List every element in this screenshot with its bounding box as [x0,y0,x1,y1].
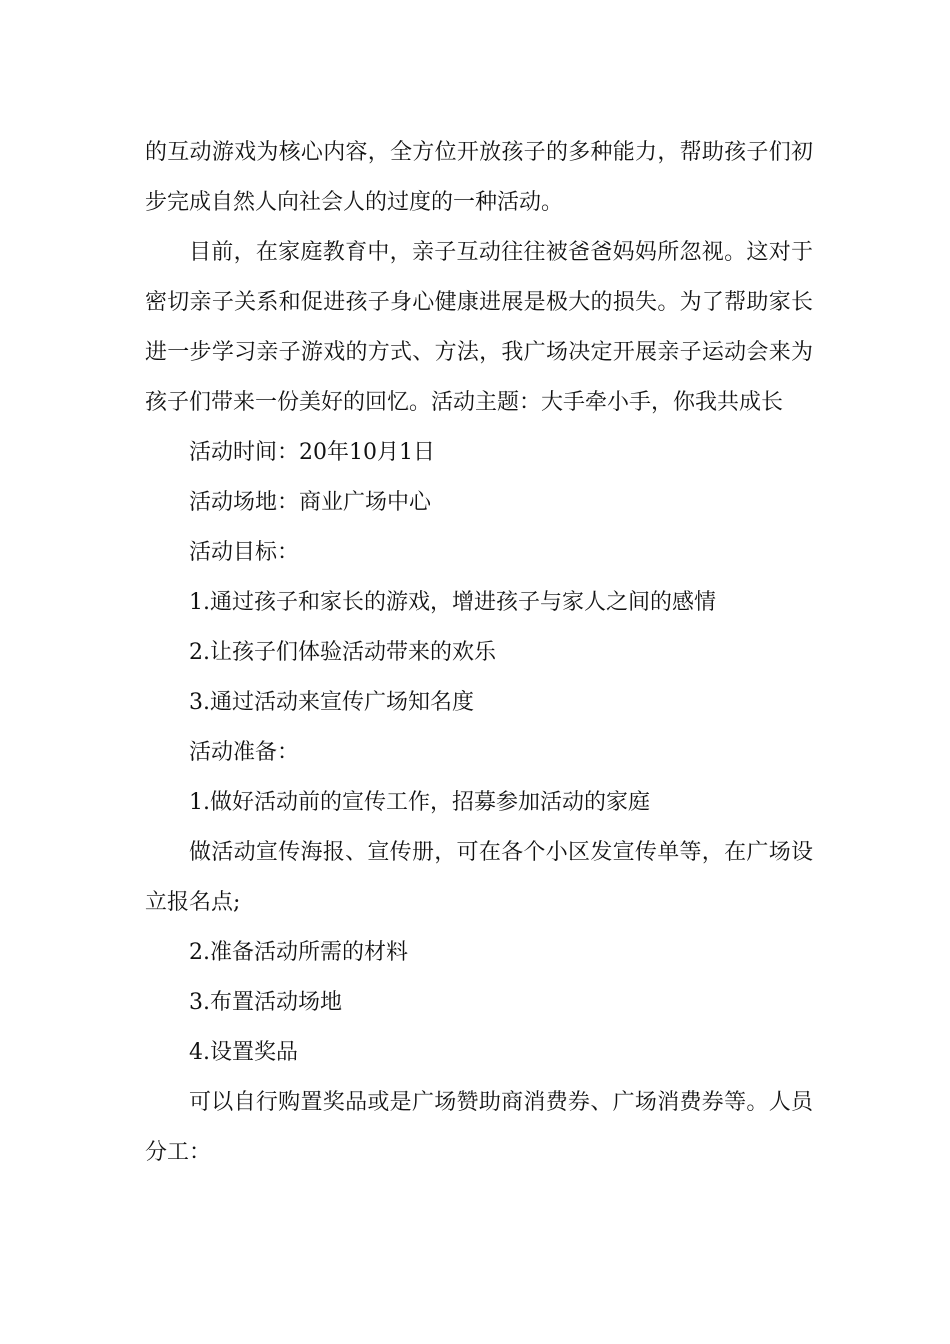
paragraph-background: 目前，在家庭教育中，亲子互动往往被爸爸妈妈所忽视。这对于密切亲子关系和促进孩子身心健康进展是极大的损失。为了帮助家长进一步学习亲子游戏的方式、方法，我广场决定开展亲子运动会来为孩子们带来一份美好的回忆。活动主题：大手牵小手，你我共成长 [145,240,813,415]
paragraph-activity-venue: 活动场地：商业广场中心 [189,490,432,515]
heading-activity-goals: 活动目标： [189,540,300,565]
paragraph-intro-continuation: 的互动游戏为核心内容，全方位开放孩子的多种能力，帮助孩子们初步完成自然人向社会人的过度的一种活动。 [145,140,813,215]
list-item-prep-1: 1.做好活动前的宣传工作，招募参加活动的家庭 [189,790,650,815]
list-item-prep-3: 3.布置活动场地 [189,990,342,1015]
heading-activity-preparation: 活动准备： [189,740,300,765]
document-body [145,128,813,1178]
list-item-goal-2: 2.让孩子们体验活动带来的欢乐 [189,640,496,665]
list-item-prep-2: 2.准备活动所需的材料 [189,940,408,965]
paragraph-prep-1-detail: 做活动宣传海报、宣传册，可在各个小区发宣传单等，在广场设立报名点; [145,840,813,915]
list-item-goal-1: 1.通过孩子和家长的游戏，增进孩子与家人之间的感情 [189,590,716,615]
paragraph-activity-time: 活动时间：20年10月1日 [189,440,435,465]
list-item-prep-4: 4.设置奖品 [189,1040,298,1065]
paragraph-prizes-staffing: 可以自行购置奖品或是广场赞助商消费券、广场消费券等。人员分工： [145,1090,813,1165]
list-item-goal-3: 3.通过活动来宣传广场知名度 [189,690,474,715]
